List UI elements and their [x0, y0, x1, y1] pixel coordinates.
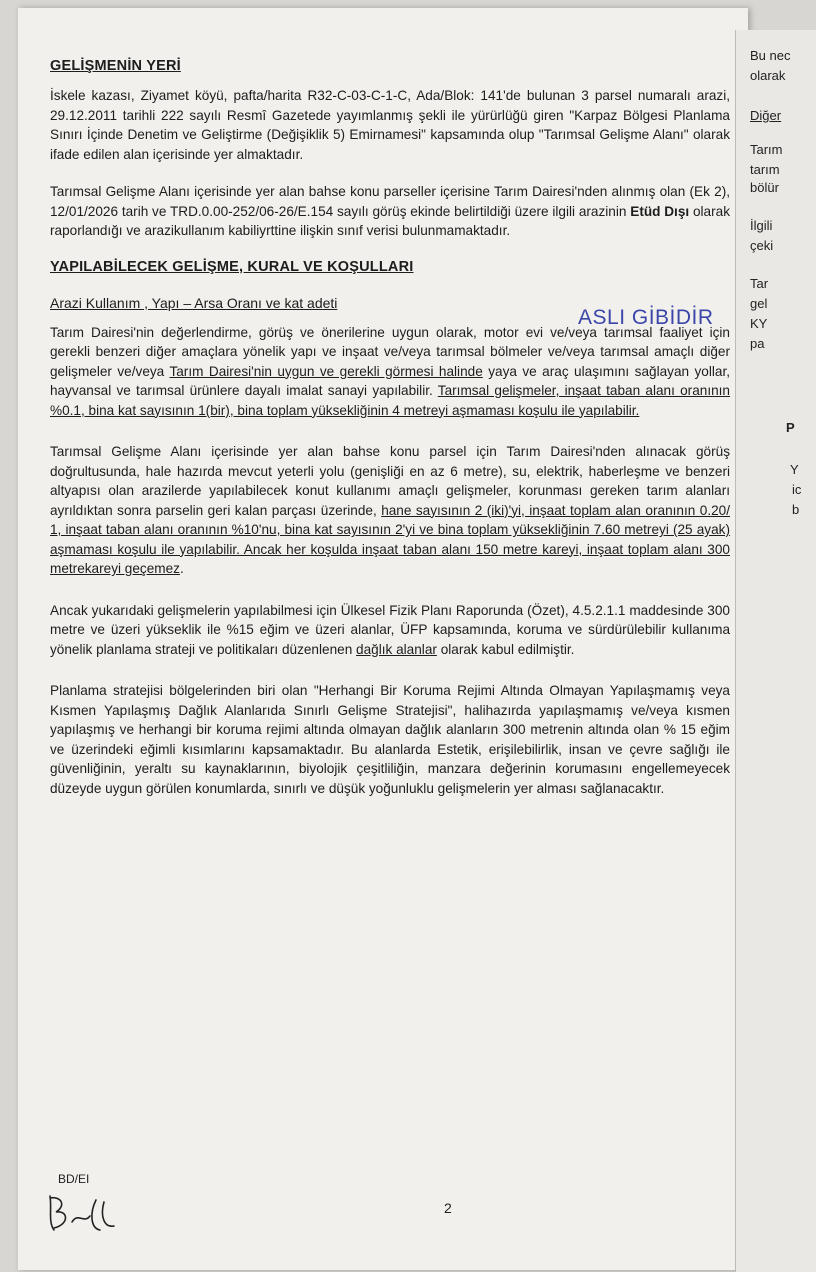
section-heading-rules: YAPILABİLECEK GELİŞME, KURAL VE KOŞULLARI: [50, 258, 414, 275]
adjacent-text: tarım: [750, 162, 780, 177]
footer-code: BD/EI: [58, 1172, 90, 1186]
adjacent-text: Tar: [750, 276, 769, 291]
paragraph-rules-1: Tarım Dairesi'nin değerlendirme, görüş ve önerilerine uygun olarak, motor evi ve/veya tarımsal faaliyet için gerekli benzeri diğer amaçlara yönelik yapı ve inşaat ve/veya tarımsal bölmeler ve/veya tarımsal amaçlı diğer gelişmeler ve/veya Tarım Dairesi'nin uygun ve gerekli görmesi halinde yaya ve araç ulaşımını sağlayan yollar, hayvansal ve tarımsal ürünlere dayalı imalat sanayi yapılabilir. Tarımsal gelişmeler, inşaat taban alanı oranının %0.1, bina kat sayısının 1(bir), bina toplam yüksekliğinin 4 metreyi aşmaması koşulu ile yapılabilir.: [50, 324, 731, 418]
adjacent-text: b: [792, 502, 800, 517]
adjacent-text: Y: [790, 462, 799, 477]
subheading-land-use: Arazi Kullanım , Yapı – Arsa Oranı ve kat adeti: [50, 294, 338, 311]
page-number: 2: [444, 1200, 452, 1216]
adjacent-text: ic: [792, 482, 802, 497]
adjacent-text: çeki: [750, 238, 774, 253]
paragraph-upf: Ancak yukarıdaki gelişmelerin yapılabilmesi için Ülkesel Fizik Planı Raporunda (Özet), 4.5.2.1.1 maddesinde 300 metre ve üzeri yükseklik ile %15 eğim ve üzeri alanlar, ÜFP kapsamında, koruma ve sürdürülebilir kullanıma yönelik planlama strateji ve politikaları düzenlenen dağlık alanlar olarak kabul edilmiştir.: [50, 602, 730, 657]
adjacent-text: KY: [750, 316, 768, 331]
adjacent-text: bölür: [750, 180, 779, 195]
adjacent-text: Tarım: [750, 142, 783, 157]
signature: [44, 1188, 134, 1238]
adjacent-text: olarak: [750, 68, 786, 83]
adjacent-text: Diğer: [750, 108, 782, 123]
certified-copy-stamp: ASLI GİBİDİR: [578, 306, 714, 329]
section-heading-location: GELİŞMENİN YERİ: [50, 58, 181, 74]
adjacent-page-edge: [735, 30, 816, 1272]
document-body: [50, 58, 730, 798]
adjacent-text: pa: [750, 336, 765, 351]
paragraph-rules-2: Tarımsal Gelişme Alanı içerisinde yer alan bahse konu parsel için Tarım Dairesi'nden alınacak görüş doğrultusunda, hale hazırda mevcut yeterli yolu (genişliği en az 6 metre), su, elektrik, haberleşme ve benzeri altyapısı olan arazilerde yapılabilecek konut kullanımı amaçlı gelişmeler, korunması gereken tarım alanları ayrıldıktan sonra parselin geri kalan parçası üzerinde, hane sayısının 2 (iki)'yi, inşaat toplam alan oranının 0.20/ 1, inşaat taban alanı oranının %10'nu, bina kat sayısının 2'yi ve bina toplam yüksekliğinin 7.60 metreyi (25 ayak) aşmaması koşulu ile yapılabilir. Ancak her koşulda inşaat taban alanı 150 metre kareyi, inşaat toplam alanı 300 metrekareyi geçemez.: [50, 444, 731, 576]
adjacent-text: Bu nec: [750, 48, 791, 63]
adjacent-text: İlgili: [750, 218, 773, 233]
adjacent-text: P: [786, 420, 795, 435]
paragraph-agriculture: Tarımsal Gelişme Alanı içerisinde yer alan bahse konu parseller içerisine Tarım Dairesi'nden alınmış olan (Ek 2), 12/01/2026 tarih ve TRD.0.00-252/06-26/E.154 sayılı görüş ekinde belirtildiği üzere ilgili arazinin Etüd Dışı olarak raporlandığı ve arazikullanım kabiliyrttine ilişkin sınıf verisi bulunmamaktadır.: [50, 184, 730, 238]
paragraph-location: İskele kazası, Ziyamet köyü, pafta/harita R32-C-03-C-1-C, Ada/Blok: 141'de bulunan 3 parsel numaralı arazi, 29.12.2011 tarihli 222 sayılı Resmî Gazetede yayımlanmış şekli ile yürürlüğü giren "Karpaz Bölgesi Planlama Sınırı İçinde Denetim ve Geliştirme (Değişiklik 5) Emirnamesi" kapsamında olup "Tarımsal Gelişme Alanı" olarak ifade edilen alan içerisinde yer almaktadır.: [50, 88, 730, 162]
paragraph-strategy: Planlama stratejisi bölgelerinden biri olan "Herhangi Bir Koruma Rejimi Altında Olmayan Yapılaşmamış veya Kısmen Yapılaşmış Dağlık Alanlarıda Sınırlı Gelişme Stratejisi", halihazırda yapılaşmamış ve/veya kısmen yapılaşmış ve herhangi bir koruma rejimi altında olmayan dağlık alanların 300 metrenin altında olan % 15 eğim ve üzerindeki eğimli kısımlarını kapsamaktadır. Bu alanlarda Estetik, erişilebilirlik, insan ve çevre sağlığı ile güvenliğinin, yeraltı su kaynaklarının, biyolojik çeşitliliğin, manzara değerinin korumasını engellemeyecek düzeyde uygun görülen konumlarda, sınırlı ve düşük yoğunluklu gelişmelerin yer alması sağlanacaktır.: [50, 683, 730, 796]
adjacent-text: gel: [750, 296, 768, 311]
